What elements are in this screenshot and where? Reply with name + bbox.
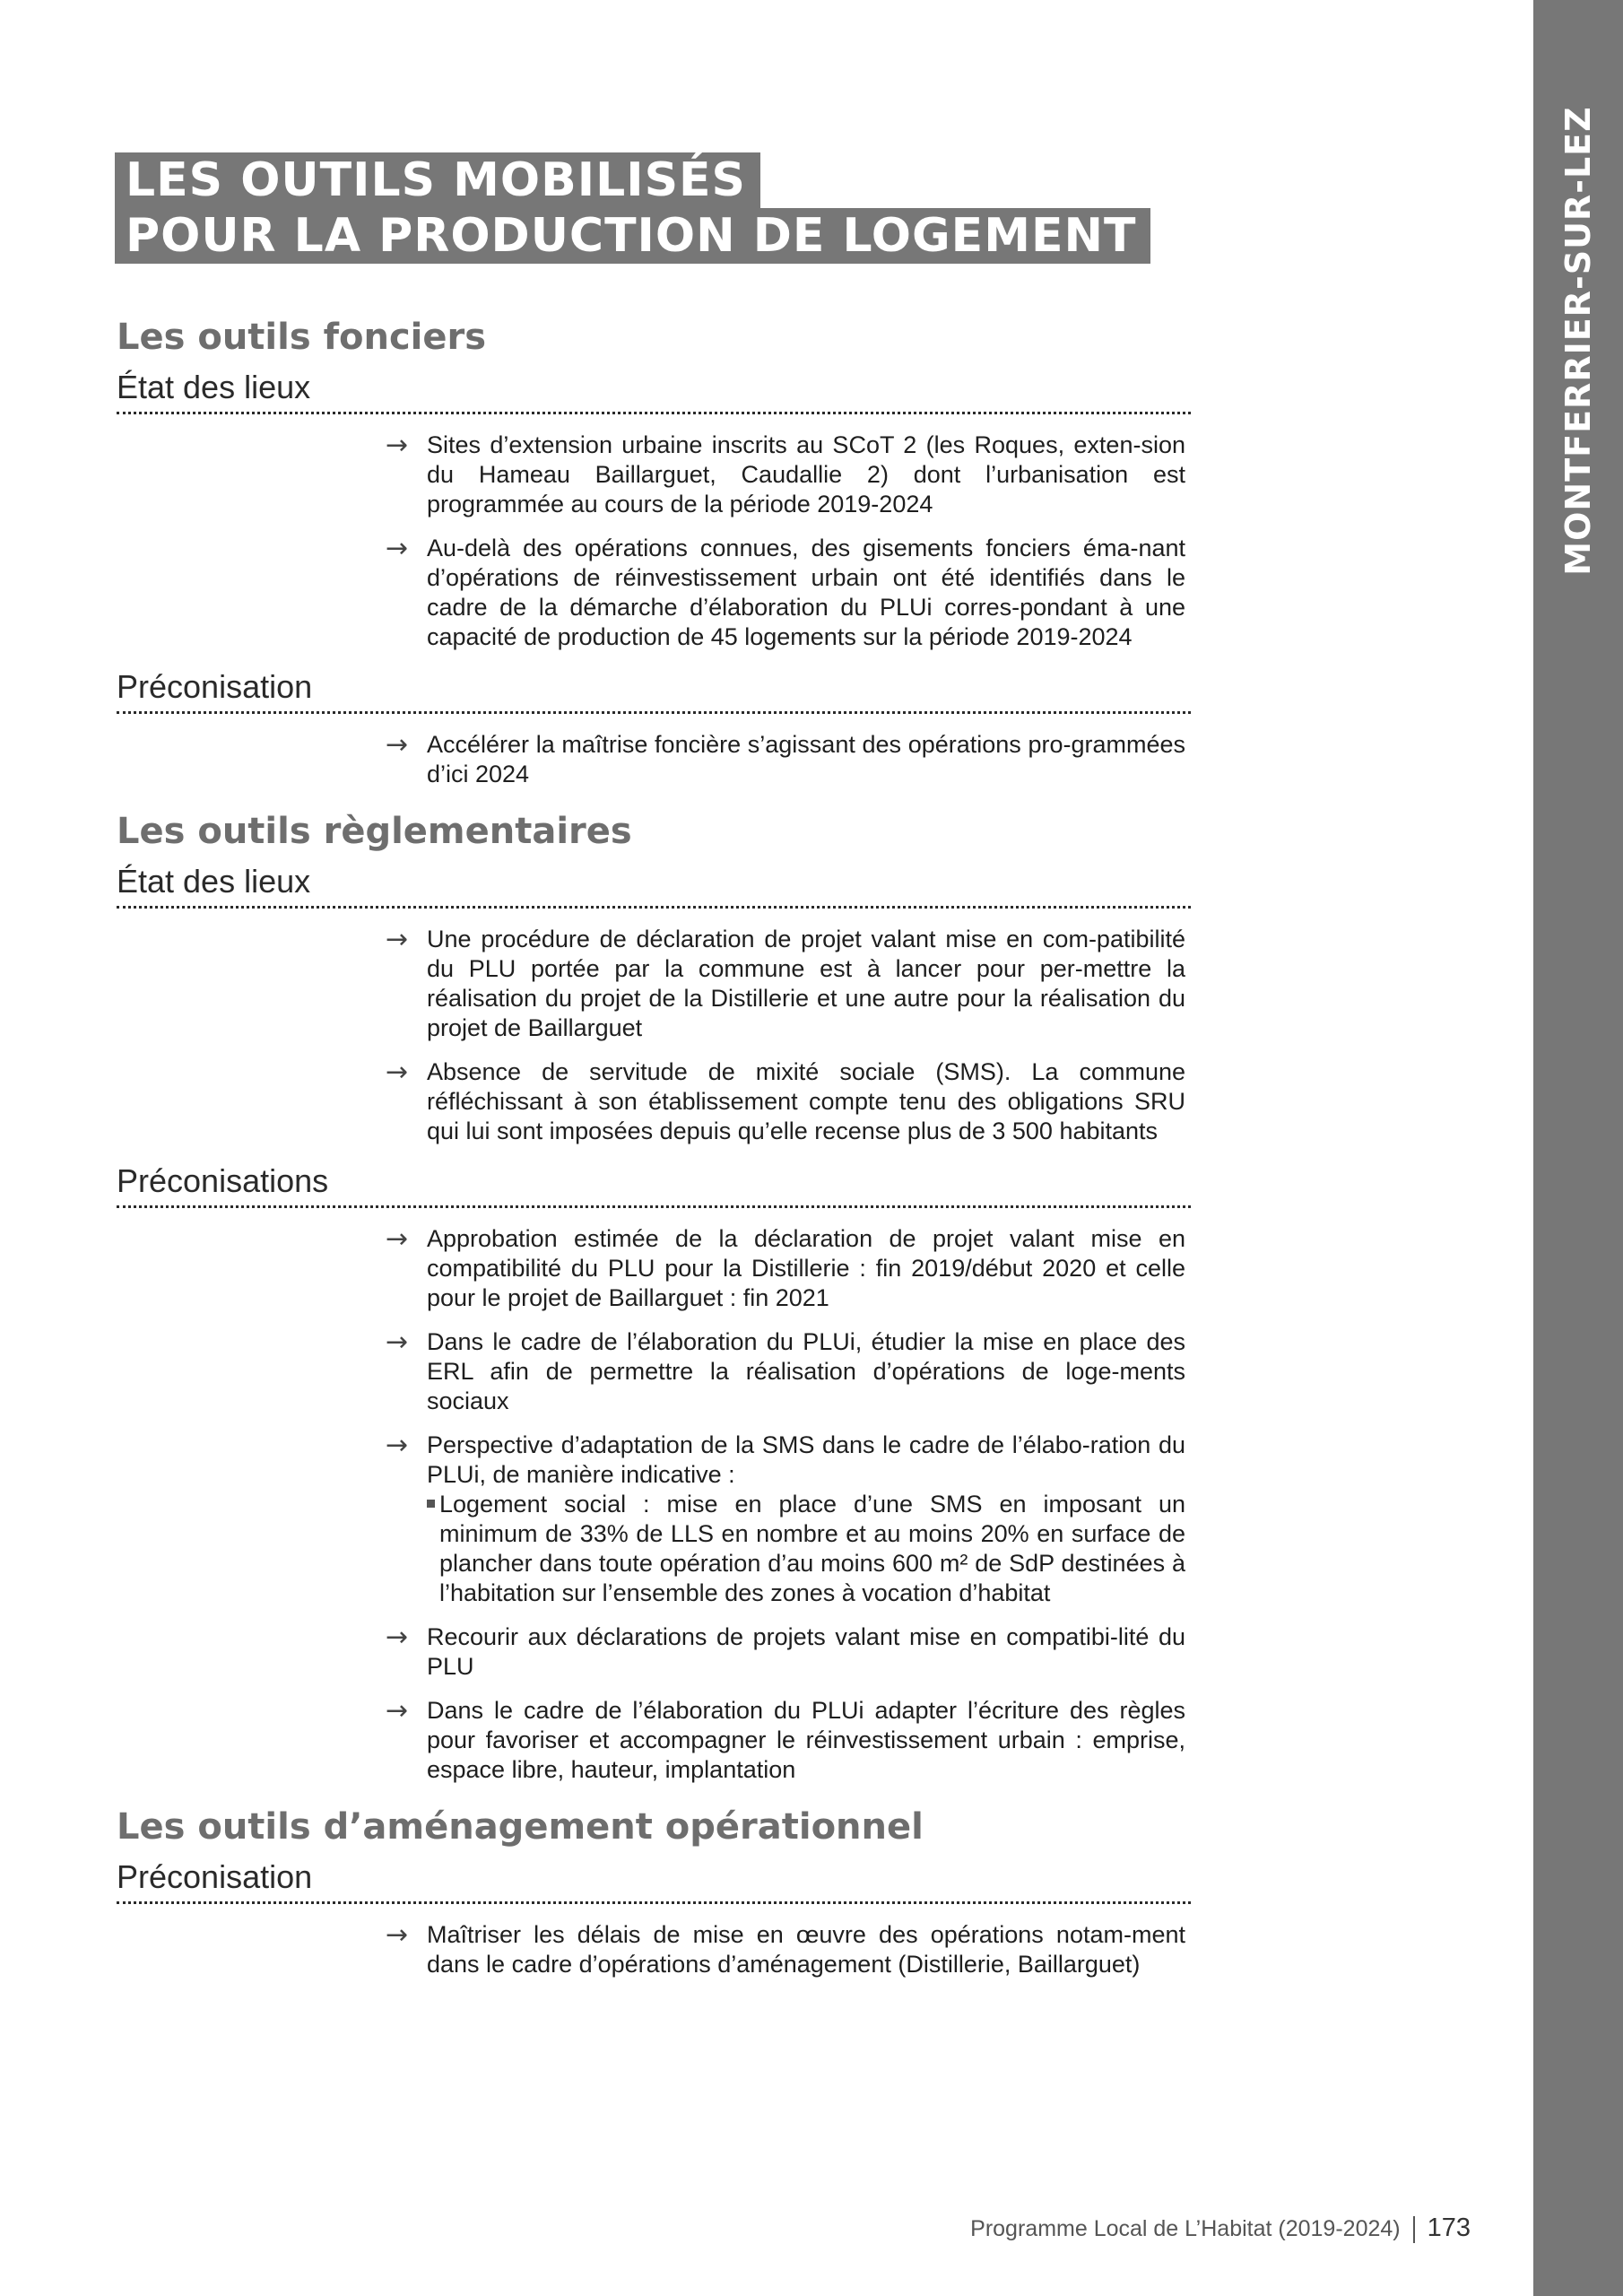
page-title-line-2: POUR LA PRODUCTION DE LOGEMENT [115,208,1150,264]
section-outils-fonciers [117,309,1191,789]
item-text: Au-delà des opérations connues, des gisements fonciers éma-nant d’opérations de réinvestissement urbain ont été identifiés dans le cadre de la démarche d’élaboration du PLUi corres-pondant à une capacité de production de 45 logements sur la période 2019-2024 [427,535,1185,650]
item-text: Dans le cadre de l’élaboration du PLUi, étudier la mise en place des ERL afin de permettre la réalisation d’opérations de loge-ments sociaux [427,1328,1185,1414]
arrow-right-icon: → [386,1057,409,1088]
list-item [386,1696,1185,1785]
item-text: Maîtriser les délais de mise en œuvre des opérations notam-ment dans le cadre d’opérations d’aménagement (Distillerie, Baillarguet) [427,1921,1185,1978]
square-bullet-icon [427,1500,435,1508]
item-text: Accélérer la maîtrise foncière s’agissant des opérations pro-grammées d’ici 2024 [427,731,1185,787]
list-item [386,1224,1185,1313]
arrow-right-icon: → [386,1223,409,1255]
section-outils-amenagement [117,1799,1191,1979]
list-item [386,430,1185,519]
list-item [386,925,1185,1043]
list-item [386,1327,1185,1416]
arrow-right-icon: → [386,729,409,761]
item-text: Une procédure de déclaration de projet valant mise en com-patibilité du PLU portée par la commune est à lancer pour per-mettre la réalisation du projet de la Distillerie et une autre pour la réalisation du projet de Baillarguet [427,926,1185,1041]
side-band [1533,0,1623,2296]
page-title [115,152,1150,264]
item-list [117,414,1191,652]
sub-bullet-item [427,1490,1185,1608]
subsection-header: Préconisations [117,1161,1191,1208]
main-content [117,309,1191,1994]
section-outils-reglementaires [117,804,1191,1785]
footer-separator [1413,2216,1415,2243]
sub-bullet-text: Logement social : mise en place d’une SMS en imposant un minimum de 33% de LLS en nombre et au moins 20% en surface de plancher dans toute opération d’au moins 600 m² de SdP destinées à l’habitation sur l’ensemble des zones à vocation d’habitat [439,1491,1185,1606]
list-item [386,1920,1185,1979]
item-list [117,714,1191,789]
arrow-right-icon: → [386,430,409,461]
section-title: Les outils d’aménagement opérationnel [117,1806,924,1848]
arrow-right-icon: → [386,1430,409,1461]
item-list [117,1208,1191,1785]
arrow-right-icon: → [386,533,409,564]
subsection-header: Préconisation [117,1857,1191,1904]
page-title-line-1: LES OUTILS MOBILISÉS [115,152,760,208]
list-item [386,534,1185,652]
page-number: 173 [1427,2213,1471,2242]
list-item [386,1622,1185,1682]
subsection-header: État des lieux [117,367,1191,414]
list-item [386,1431,1185,1608]
arrow-right-icon: → [386,1695,409,1726]
subsection-header: État des lieux [117,861,1191,909]
arrow-right-icon: → [386,924,409,955]
item-text: Sites d’extension urbaine inscrits au SCoT 2 (les Roques, exten-sion du Hameau Baillarguet, Caudallie 2) dont l’urbanisation est programmée au cours de la période 2019-2024 [427,431,1185,517]
arrow-right-icon: → [386,1622,409,1653]
list-item [386,730,1185,789]
item-list [117,1904,1191,1979]
item-text: Absence de servitude de mixité sociale (SMS). La commune réfléchissant à son établissement compte tenu des obligations SRU qui lui sont imposées depuis qu’elle recense plus de 3 500 habitants [427,1058,1185,1144]
item-list [117,909,1191,1146]
section-title: Les outils fonciers [117,317,487,358]
side-tab-label: MONTFERRIER-SUR-LEZ [1558,106,1598,576]
arrow-right-icon: → [386,1919,409,1951]
section-title: Les outils règlementaires [117,811,632,852]
footer-text: Programme Local de L’Habitat (2019-2024) [970,2216,1401,2241]
item-text: Recourir aux déclarations de projets valant mise en compatibi-lité du PLU [427,1623,1185,1680]
item-text: Perspective d’adaptation de la SMS dans le cadre de l’élabo-ration du PLUi, de manière indicative : [427,1431,1185,1488]
item-text: Dans le cadre de l’élaboration du PLUi adapter l’écriture des règles pour favoriser et accompagner le réinvestissement urbain : emprise, espace libre, hauteur, implantation [427,1697,1185,1783]
subsection-header: Préconisation [117,666,1191,714]
list-item [386,1057,1185,1146]
page-footer [970,2213,1471,2243]
arrow-right-icon: → [386,1326,409,1358]
item-text: Approbation estimée de la déclaration de projet valant mise en compatibilité du PLU pour la Distillerie : fin 2019/début 2020 et celle pour le projet de Baillarguet : fin 2021 [427,1225,1185,1311]
